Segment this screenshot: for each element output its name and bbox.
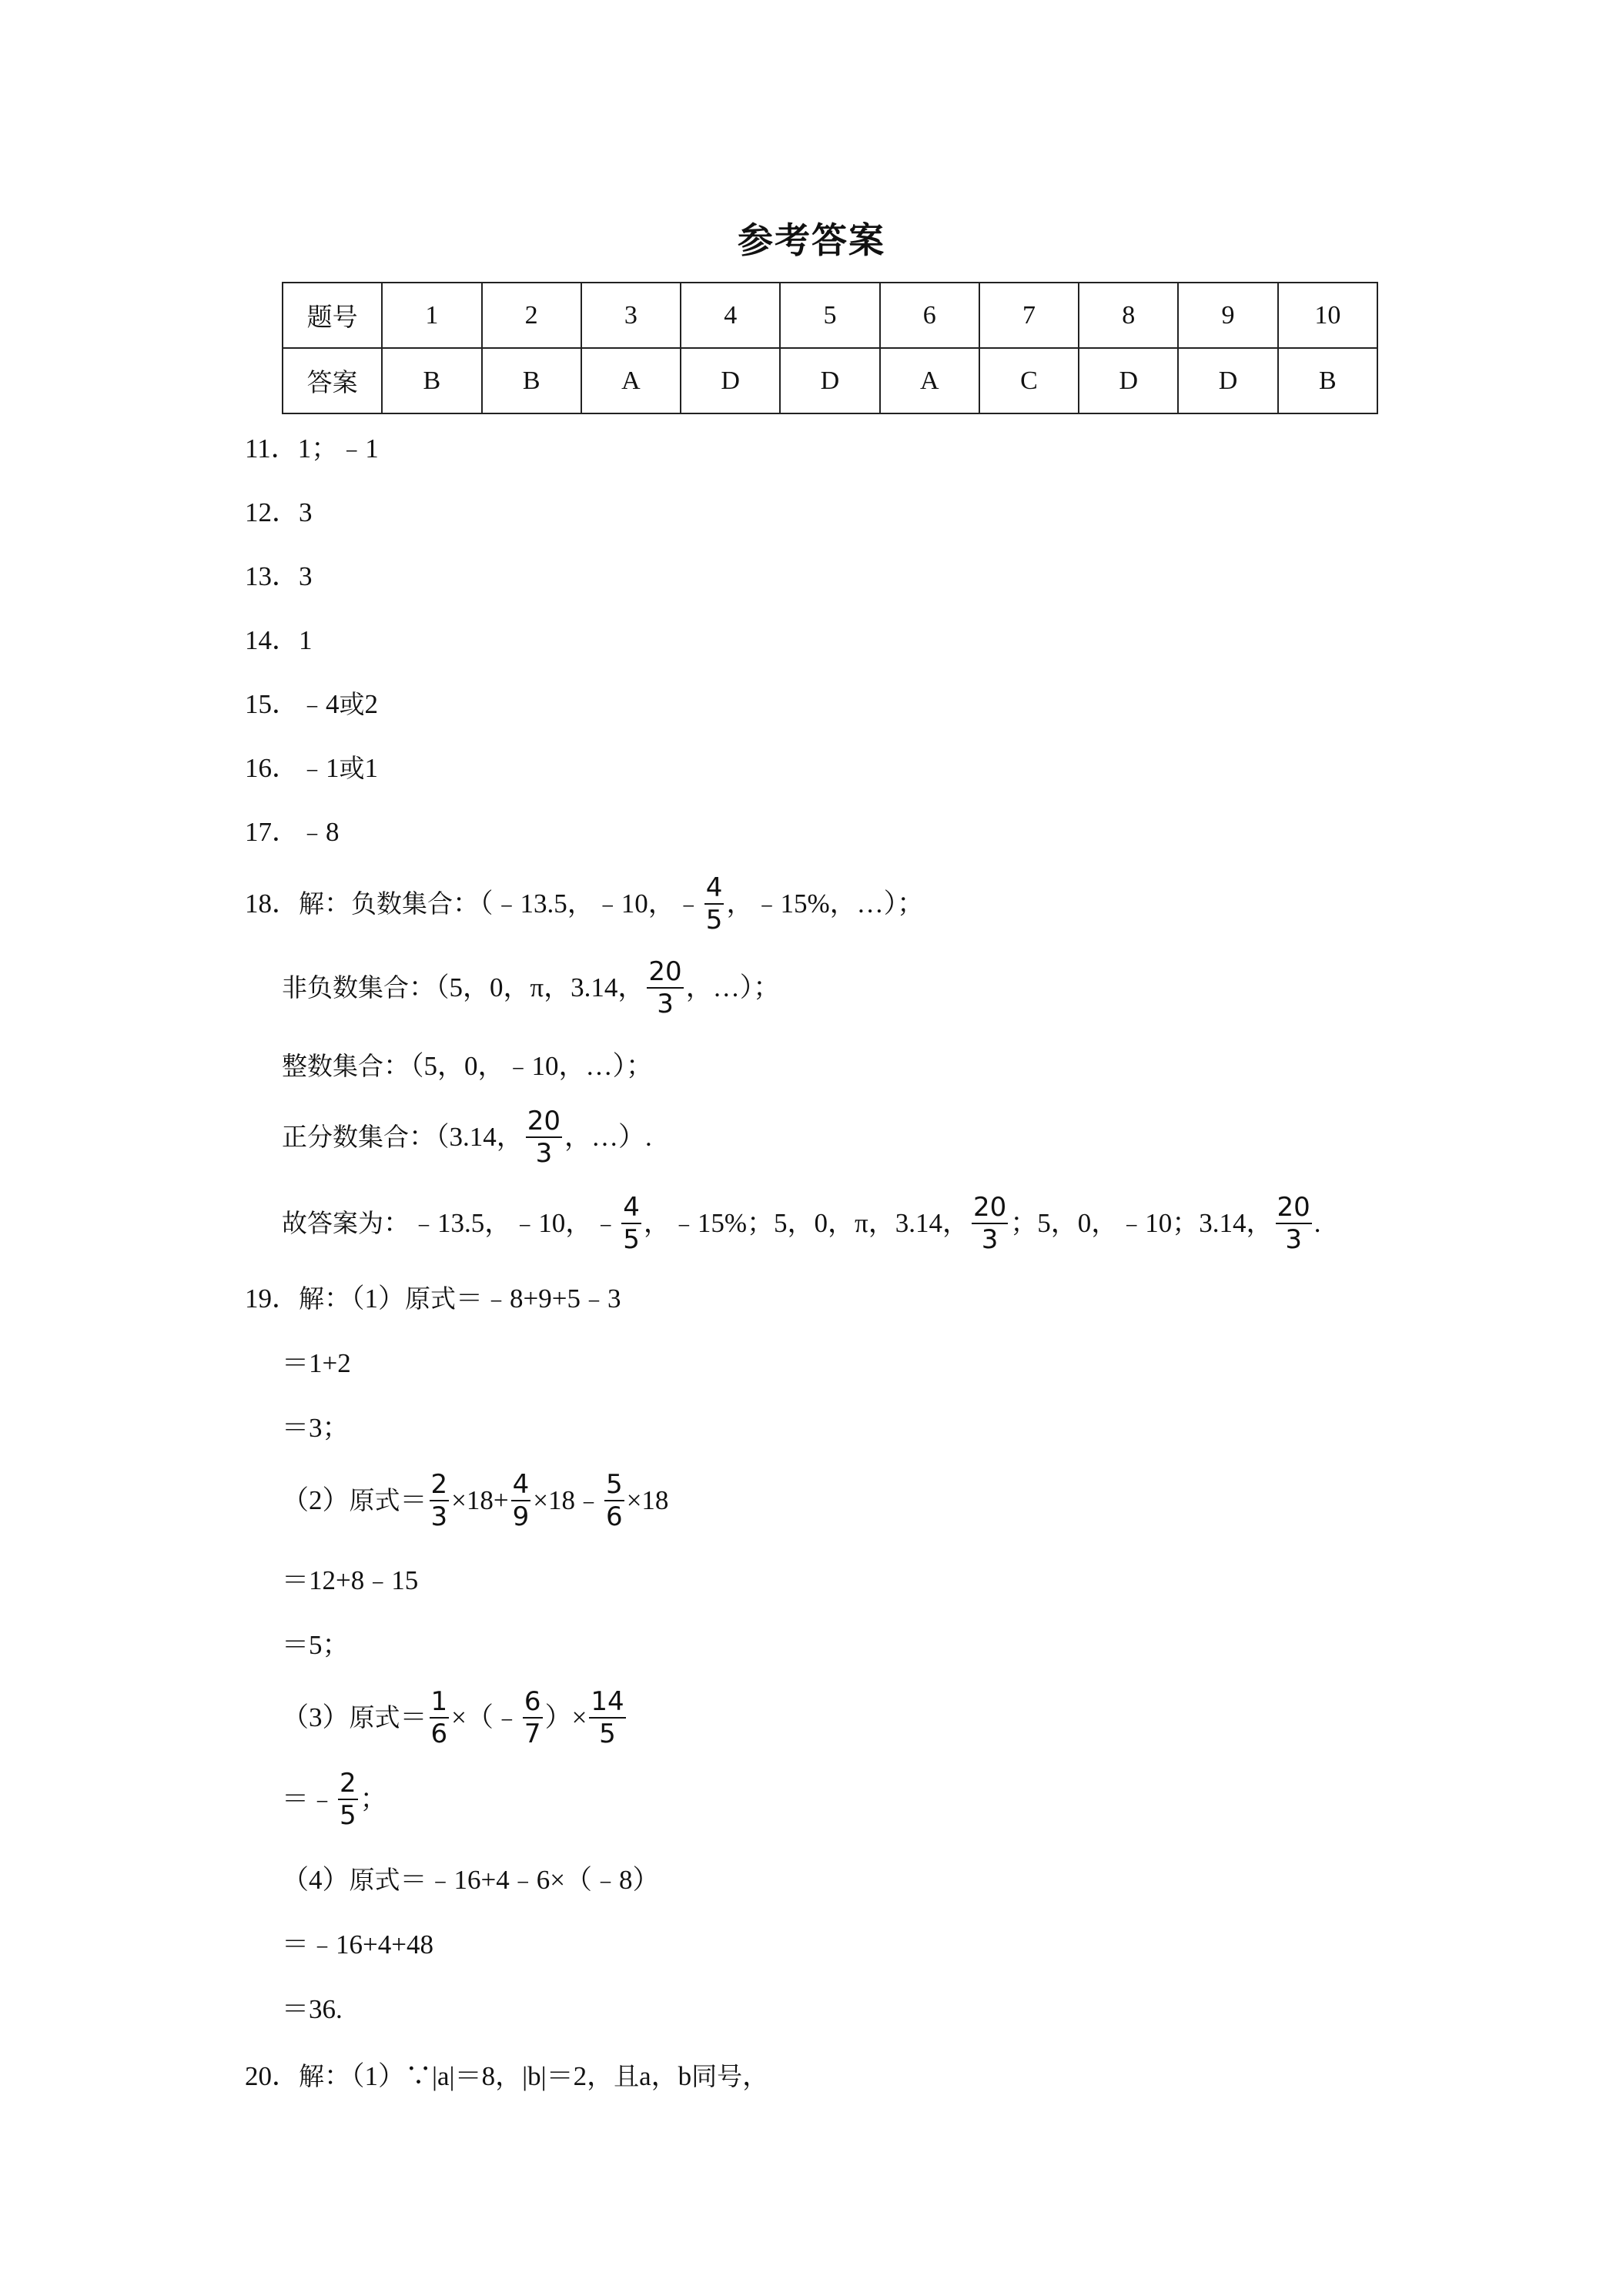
text-run: ＝1+2 [282, 1348, 351, 1378]
fraction [526, 1106, 562, 1169]
answer-cell: A [880, 348, 979, 413]
answer-line-q18-2 [282, 956, 780, 1019]
text-run: 17．﹣8 [245, 817, 340, 847]
text-run: ＝ [400, 1485, 427, 1515]
fraction [704, 872, 724, 935]
answer-line-q19-9 [282, 1865, 660, 1896]
fraction [647, 956, 683, 1019]
text-run: ：（3.14， [409, 1122, 524, 1152]
number-cell: 4 [681, 283, 780, 348]
fraction [589, 1686, 625, 1749]
text-run: 解 [299, 889, 325, 919]
answer-line-q20-1 [245, 2061, 769, 2092]
answer-cell: D [681, 348, 780, 413]
number-cell: 2 [482, 283, 581, 348]
text-run: ＝5； [282, 1630, 350, 1660]
text-run: ：（1）∵|a|＝8，|b|＝2， [324, 2061, 614, 2091]
fraction-denominator: 5 [705, 905, 723, 935]
text-run: 11．1；﹣1 [245, 433, 379, 464]
number-cell: 7 [979, 283, 1079, 348]
text-run: ＝﹣ [282, 1784, 336, 1814]
text-run: 12．3 [245, 497, 313, 527]
fraction-numerator: 2 [430, 1469, 448, 1500]
answer-line-q19-1 [245, 1284, 621, 1314]
fraction [430, 1469, 450, 1532]
answer-row [283, 348, 1377, 413]
text-run: （3） [282, 1702, 350, 1732]
text-run: （2） [282, 1485, 350, 1515]
text-run: 2 [364, 689, 379, 719]
fraction-denominator: 5 [599, 1719, 616, 1749]
text-run: ＝36. [282, 1994, 343, 2024]
fraction-denominator: 3 [430, 1501, 448, 1532]
text-run: ×18﹣ [533, 1485, 603, 1515]
fraction-denominator: 6 [430, 1719, 448, 1749]
answer-line-q19-3 [282, 1413, 350, 1444]
fraction-numerator: 4 [705, 872, 723, 903]
text-run: 整数集合 [282, 1051, 383, 1081]
text-run: ＝3； [282, 1413, 350, 1443]
text-run: ＝12+8﹣15 [282, 1565, 419, 1595]
fraction [621, 1192, 641, 1255]
answer-line-q19-5 [282, 1565, 418, 1596]
text-run: 15．﹣4 [245, 689, 340, 719]
answer-line-q11 [245, 433, 379, 464]
text-run: ＝ [400, 1702, 427, 1732]
text-run: （4） [282, 1865, 350, 1895]
fraction-denominator: 3 [657, 989, 674, 1019]
number-cell: 5 [780, 283, 879, 348]
text-run: ＝﹣16+4﹣6×（﹣8） [400, 1865, 660, 1895]
text-run: 原式 [405, 1284, 457, 1314]
answer-cell: B [482, 348, 581, 413]
text-run: ＝﹣8+9+5﹣3 [456, 1284, 621, 1314]
text-run: 14．1 [245, 625, 313, 655]
number-cell: 9 [1178, 283, 1277, 348]
text-run: ； [360, 1784, 387, 1814]
answer-line-q18-5 [282, 1192, 1321, 1255]
answer-line-q19-4 [282, 1469, 668, 1532]
text-run: ，﹣15%，…）； [726, 889, 925, 919]
text-run: 18． [245, 889, 300, 919]
text-run: 原式 [349, 1865, 400, 1895]
text-run: 原式 [349, 1485, 400, 1515]
answer-line-q18-3 [282, 1051, 653, 1082]
text-run: 或 [339, 689, 365, 719]
answer-cell: D [1079, 348, 1178, 413]
fraction [604, 1469, 624, 1532]
number-cell: 6 [880, 283, 979, 348]
answer-label-cell: 答案 [283, 348, 382, 413]
answer-line-q19-11 [282, 1994, 343, 2025]
text-run: 1 [364, 753, 379, 783]
fraction-denominator: 7 [524, 1719, 541, 1749]
text-run: . [1313, 1208, 1321, 1238]
answer-line-q17 [245, 817, 340, 848]
fraction-numerator: 5 [606, 1469, 623, 1500]
fraction-denominator: 6 [606, 1501, 623, 1532]
fraction-denominator: 5 [623, 1224, 640, 1255]
text-run: ： [324, 889, 352, 919]
fraction-denominator: 3 [535, 1138, 553, 1169]
text-run: ×18 [626, 1485, 669, 1515]
answer-line-q15 [245, 689, 378, 720]
text-run: 非负数集合 [282, 972, 409, 1002]
fraction-numerator: 20 [527, 1106, 561, 1136]
text-run: ；5，0，﹣10；3.14， [1010, 1208, 1273, 1238]
text-run: ：（﹣13.5，﹣10，﹣ [453, 889, 702, 919]
fraction-numerator: 20 [1277, 1192, 1310, 1223]
text-run: ，…）. [564, 1122, 652, 1152]
answer-cell: D [1178, 348, 1277, 413]
answer-cell: C [979, 348, 1079, 413]
text-run: ：（5，0，﹣10，…）； [383, 1051, 654, 1081]
text-run: ：（5，0，π，3.14， [409, 972, 645, 1002]
text-run: 负数集合 [351, 889, 453, 919]
fraction-numerator: 1 [430, 1686, 448, 1717]
text-run: 16．﹣1 [245, 753, 340, 783]
answer-cell: D [780, 348, 879, 413]
answer-line-q19-10 [282, 1930, 433, 1960]
number-cell: 1 [382, 283, 481, 348]
text-run: ：（1） [324, 1284, 406, 1314]
fraction [972, 1192, 1008, 1255]
text-run: 且 [614, 2061, 640, 2091]
text-run: 同号 [691, 2061, 743, 2091]
answer-line-q13 [245, 561, 313, 592]
fraction-denominator: 3 [981, 1224, 999, 1255]
text-run: 正分数集合 [282, 1122, 409, 1152]
answer-cell: A [581, 348, 681, 413]
fraction-numerator: 6 [524, 1686, 541, 1717]
answer-line-q16 [245, 753, 378, 784]
number-cell: 3 [581, 283, 681, 348]
fraction [511, 1469, 531, 1532]
text-run: 解 [299, 2061, 325, 2091]
answer-line-q18-4 [282, 1106, 652, 1169]
answer-line-q18-1 [245, 872, 924, 935]
answer-line-q19-8 [282, 1768, 387, 1831]
fraction [430, 1686, 450, 1749]
text-run: 解 [299, 1284, 325, 1314]
fraction-denominator: 9 [512, 1501, 530, 1532]
number-cell: 10 [1278, 283, 1377, 348]
text-run: 或 [339, 753, 365, 783]
answer-line-q12 [245, 497, 313, 528]
fraction-numerator: 4 [512, 1469, 530, 1500]
text-run: ， [742, 2061, 770, 2091]
text-run: 故答案为 [282, 1208, 383, 1238]
fraction-numerator: 20 [972, 1192, 1007, 1223]
text-run: a，b [639, 2061, 692, 2091]
page-title: 参考答案 [738, 219, 885, 261]
fraction-denominator: 5 [340, 1800, 356, 1831]
text-run: ，…）； [685, 972, 781, 1002]
text-run: 20． [245, 2061, 300, 2091]
text-run: ×18+ [451, 1485, 509, 1515]
text-run: ：﹣13.5，﹣10，﹣ [383, 1208, 620, 1238]
text-run: ，﹣15%；5，0，π，3.14， [643, 1208, 969, 1238]
answer-cell: B [1278, 348, 1377, 413]
fraction [338, 1768, 358, 1831]
text-run: ×（﹣ [451, 1702, 520, 1732]
number-cell: 8 [1079, 283, 1178, 348]
answer-line-q19-7 [282, 1686, 628, 1749]
fraction-numerator: 20 [648, 956, 682, 987]
text-run: ＝﹣16+4+48 [282, 1930, 433, 1960]
fraction-denominator: 3 [1285, 1224, 1302, 1255]
answer-line-q14 [245, 625, 313, 656]
text-run: ）× [544, 1702, 587, 1732]
text-run: 原式 [349, 1702, 400, 1732]
fraction [523, 1686, 543, 1749]
answer-cell: B [382, 348, 481, 413]
question-number-row [283, 283, 1377, 348]
fraction-numerator: 4 [623, 1192, 640, 1223]
answer-table [282, 282, 1378, 414]
answer-line-q19-6 [282, 1630, 350, 1661]
text-run: 19． [245, 1284, 300, 1314]
fraction [1276, 1192, 1312, 1255]
header-label-cell: 题号 [283, 283, 382, 348]
fraction-numerator: 14 [591, 1686, 624, 1717]
fraction-numerator: 2 [340, 1768, 356, 1799]
answer-line-q19-2 [282, 1348, 351, 1379]
text-run: 13．3 [245, 561, 313, 591]
